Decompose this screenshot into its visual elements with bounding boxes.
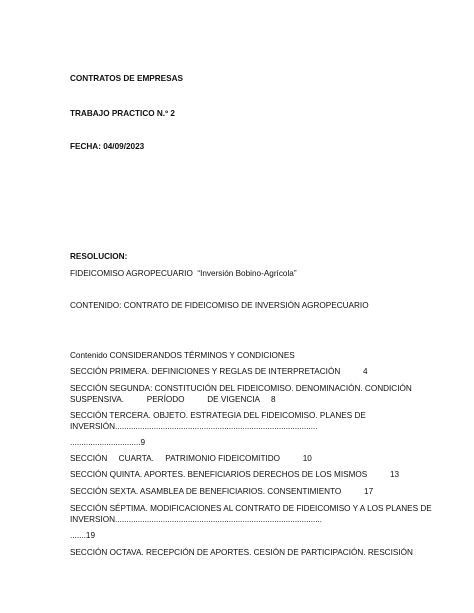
toc-section-2-line-1: SECCIÓN SEGUNDA: CONSTITUCIÓN DEL FIDEICOMISO. DENOMINACIÓN. CONDICIÓN bbox=[70, 384, 412, 393]
toc-section-6: SECCIÓN SEXTA. ASAMBLEA DE BENEFICIARIOS. CONSENTIMIENTO 17 bbox=[70, 487, 374, 496]
toc-section-7-line-3: .......19 bbox=[70, 531, 96, 540]
toc-section-8: SECCIÓN OCTAVA. RECEPCIÓN DE APORTES. CESIÓN DE PARTICIPACIÓN. RESCISIÓN bbox=[70, 548, 413, 557]
toc-section-5: SECCIÓN QUINTA. APORTES. BENEFICIARIOS DERECHOS DE LOS MISMOS 13 bbox=[70, 470, 400, 479]
assignment-title: TRABAJO PRACTICO N.º 2 bbox=[70, 109, 175, 118]
toc-section-2-line-2: SUSPENSIVA. PERÍODO DE VIGENCIA 8 bbox=[70, 395, 276, 404]
toc-intro: Contenido CONSIDERANDOS TÉRMINOS Y CONDICIONES bbox=[70, 351, 295, 360]
toc-section-1: SECCIÓN PRIMERA. DEFINICIONES Y REGLAS DE INTERPRETACIÓN 4 bbox=[70, 367, 368, 376]
toc-section-3-line-1: SECCIÓN TERCERA. OBJETO. ESTRATEGIA DEL FIDEICOMISO. PLANES DE bbox=[70, 411, 366, 420]
toc-section-7-line-2: INVERSION........................................................................................... bbox=[70, 515, 323, 524]
toc-section-3-line-2: INVERSIÓN......................................................................................... bbox=[70, 422, 318, 431]
content-line: CONTENIDO: CONTRATO DE FIDEICOMISO DE INVERSIÓN AGROPECUARIO bbox=[70, 301, 369, 310]
toc-section-3-line-3: ...............................9 bbox=[70, 438, 146, 447]
date-line: FECHA: 04/09/2023 bbox=[70, 142, 145, 151]
toc-section-4: SECCIÓN CUARTA. PATRIMONIO FIDEICOMITIDO 10 bbox=[70, 454, 312, 463]
resolution-heading: RESOLUCION: bbox=[70, 252, 128, 261]
trust-name: FIDEICOMISO AGROPECUARIO “Inversión Bobino-Agrícola” bbox=[70, 269, 297, 278]
toc-section-7-line-1: SECCIÓN SÉPTIMA. MODIFICACIONES AL CONTRATO DE FIDEICOMISO Y A LOS PLANES DE bbox=[70, 504, 432, 513]
course-title: CONTRATOS DE EMPRESAS bbox=[70, 74, 183, 83]
